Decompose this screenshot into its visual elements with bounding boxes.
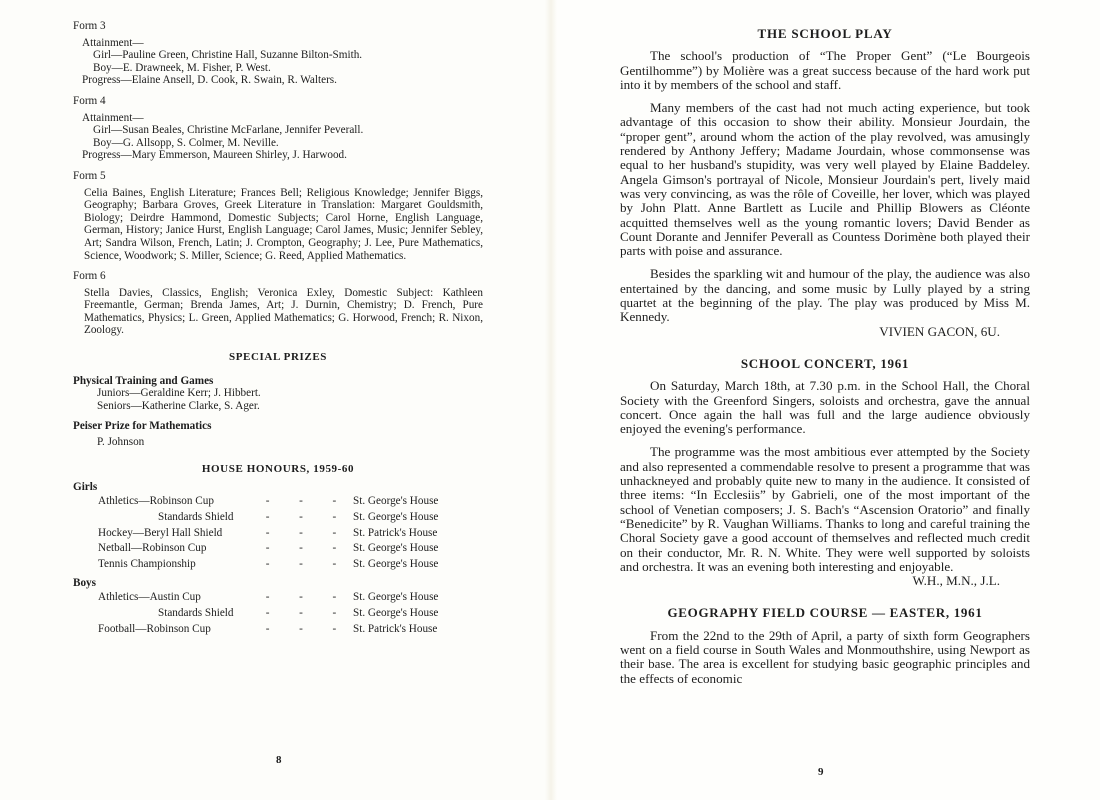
dot-leader <box>251 558 351 571</box>
pt-games-title: Physical Training and Games <box>73 374 214 387</box>
school-concert-paragraph: The programme was the most ambitious ever attempted by the Society and also represented a commendable resolve to present a programme that was unhackneyed and probably quite new to many in the audience. It consisted of three items: “In Ecclesiis” by Gabrieli, one of the most important of the school of Venetian composers; J. S. Bach's “Ascension Oratorio” and finally “Benedicite” by R. Vaughan Williams. Thanks to long and careful training the Choral Society gave a good account of themselves and reflected much credit on their conductor, Mr. R. N. White. They were well supported by soloists and orchestra. It was an evening both interesting and enjoyable. <box>620 444 1030 574</box>
dot-leader <box>251 623 351 636</box>
leader-dash: - <box>332 526 337 539</box>
honours-event: Standards Shield <box>158 607 234 620</box>
peiser-winner: P. Johnson <box>97 436 145 449</box>
geography-course-title: GEOGRAPHY FIELD COURSE — EASTER, 1961 <box>667 605 983 621</box>
leader-dash: - <box>265 495 270 508</box>
special-prizes-heading: SPECIAL PRIZES <box>229 351 327 364</box>
juniors-winners: Juniors—Geraldine Kerr; J. Hibbert. <box>97 387 261 400</box>
leader-dash: - <box>332 558 337 571</box>
honours-row <box>73 621 483 637</box>
leader-dash: - <box>332 607 337 620</box>
form-5-prizes: Celia Baines, English Literature; Frances Bell; Religious Knowledge; Jennifer Biggs, Geography; Barbara Groves, Greek Literature in Translation: Margaret Gouldsmith, Biology; Deirdre Hammond, Domestic Subjects; Carol Horne, English Language, German, History; Janice Hurst, English Language; Carol James, Music; Jennifer Sebley, Art; Sandra Wilson, French, Latin; J. Crompton, Geography; J. Lee, Pure Mathematics, Science, Woodwork; S. Miller, Science; G. Reed, Applied Mathematics. <box>84 186 483 262</box>
honours-event: Football—Robinson Cup <box>98 622 211 635</box>
leader-dash: - <box>265 558 270 571</box>
right-page-content <box>620 27 1030 695</box>
attainment-girl: Girl—Pauline Green, Christine Hall, Suzanne Bilton-Smith. <box>93 49 363 62</box>
honours-row <box>73 557 483 573</box>
honours-row <box>73 510 483 526</box>
school-concert-title: SCHOOL CONCERT, 1961 <box>740 355 910 371</box>
honours-event: Standards Shield <box>158 511 234 524</box>
attainment-boy: Boy—G. Allsopp, S. Colmer, M. Neville. <box>93 136 279 149</box>
honours-event: Hockey—Beryl Hall Shield <box>98 526 223 539</box>
form-3-section <box>73 20 483 87</box>
leader-dash: - <box>265 591 270 604</box>
leader-dash: - <box>299 511 303 524</box>
house-honours-heading: HOUSE HONOURS, 1959-60 <box>201 462 355 475</box>
honours-house: St. George's House <box>353 495 439 508</box>
school-play-signature: VIVIEN GACON, 6U. <box>879 323 1000 339</box>
girls-honours-list <box>73 494 483 572</box>
progress: Progress—Elaine Ansell, D. Cook, R. Swain, R. Walters. <box>82 74 337 87</box>
honours-event: Netball—Robinson Cup <box>98 542 207 555</box>
book-gutter <box>545 0 557 800</box>
form-4-section <box>73 95 483 162</box>
attainment-girl: Girl—Susan Beales, Christine McFarlane, Jennifer Peverall. <box>93 124 364 137</box>
honours-event: Athletics—Robinson Cup <box>98 495 214 508</box>
leader-dash: - <box>332 622 337 635</box>
leader-dash: - <box>332 511 337 524</box>
seniors-winners: Seniors—Katherine Clarke, S. Ager. <box>97 399 260 412</box>
leader-dash: - <box>299 526 303 539</box>
leader-dash: - <box>265 622 270 635</box>
honours-row <box>73 606 483 622</box>
honours-event: Athletics—Austin Cup <box>98 591 201 604</box>
peiser-title: Peiser Prize for Mathematics <box>73 420 212 433</box>
honours-house: St. George's House <box>353 591 439 604</box>
honours-row <box>73 541 483 557</box>
leader-dash: - <box>265 542 270 555</box>
dot-leader <box>251 527 351 540</box>
left-page-content <box>73 20 483 637</box>
honours-house: St. George's House <box>353 542 439 555</box>
school-play-paragraph: Besides the sparkling wit and humour of the play, the audience was also entertained by the dancing, and some music by Lully played by a string quartet at the beginning of the play. The play was produced by Miss M. Kennedy. <box>620 266 1030 325</box>
form-title: Form 4 <box>73 94 106 107</box>
honours-row <box>73 525 483 541</box>
form-title: Form 5 <box>73 169 106 182</box>
leader-dash: - <box>299 607 303 620</box>
pt-games-section <box>73 375 483 413</box>
leader-dash: - <box>265 607 270 620</box>
school-concert-paragraph: On Saturday, March 18th, at 7.30 p.m. in the School Hall, the Choral Society with the Greenford Singers, soloists and orchestra, gave the annual concert. Once again the hall was full and the large audience obviously enjoyed the evening's performance. <box>620 378 1030 437</box>
honours-event: Tennis Championship <box>98 558 196 571</box>
girls-label: Girls <box>73 481 98 494</box>
page-number-right: 9 <box>818 766 824 778</box>
school-concert-signature: W.H., M.N., J.L. <box>912 573 1000 589</box>
progress: Progress—Mary Emmerson, Maureen Shirley, J. Harwood. <box>82 149 347 162</box>
leader-dash: - <box>299 591 303 604</box>
dot-leader <box>251 511 351 524</box>
form-title: Form 6 <box>73 270 106 283</box>
dot-leader <box>251 542 351 555</box>
leader-dash: - <box>299 622 303 635</box>
honours-house: St. George's House <box>353 511 439 524</box>
peiser-section <box>73 420 483 448</box>
honours-house: St. Patrick's House <box>353 622 438 635</box>
leader-dash: - <box>299 558 303 571</box>
form-6-prizes: Stella Davies, Classics, English; Veronica Exley, Domestic Subject: Kathleen Freemantle, German; Brenda James, Art; J. Durnin, Chemistry; D. French, Pure Mathematics, Physics; L. Green, Applied Mathematics; G. Horwood, French; R. Nixon, Zoology. <box>84 286 483 337</box>
form-title: Form 3 <box>73 20 106 32</box>
form-5-section <box>73 170 483 262</box>
dot-leader <box>251 495 351 508</box>
honours-house: St. Patrick's House <box>353 526 438 539</box>
honours-row <box>73 590 483 606</box>
attainment-boy: Boy—E. Drawneek, M. Fisher, P. West. <box>93 61 271 74</box>
school-play-paragraph: Many members of the cast had not much acting experience, but took advantage of this occasion to show their ability. Monsieur Jourdain, the “proper gent”, around whom the action of the play revolved, was amusingly rendered by Anthony Jeffery; Madame Jourdain, whose commonsense was equal to her husband's stupidity, was very well played by Elaine Baddeley. Angela Gimson's portrayal of Nicole, Monsieur Jourdain's pert, lively maid was very convincing, as was the rôle of Coveille, her lover, which was played by John Platt. Anne Bartlett as Lucile and Phillip Blowers as Cléonte acquitted themselves well as the young romantic lovers; David Bender as Count Dorante and Jennifer Peverall as Countess Dorimène both played their parts with poise and assurance. <box>620 100 1030 259</box>
leader-dash: - <box>332 542 337 555</box>
leader-dash: - <box>299 495 303 508</box>
leader-dash: - <box>332 495 337 508</box>
dot-leader <box>251 591 351 604</box>
attainment-label: Attainment— <box>82 111 144 124</box>
boys-label: Boys <box>73 577 97 590</box>
leader-dash: - <box>265 526 270 539</box>
page-number-left: 8 <box>276 754 282 766</box>
school-play-paragraph: The school's production of “The Proper Gent” (“Le Bourgeois Gentilhomme”) by Molière was a great success because of the hard work put into it by members of the school and staff. <box>620 48 1030 92</box>
honours-house: St. George's House <box>353 558 439 571</box>
honours-row <box>73 494 483 510</box>
attainment-label: Attainment— <box>82 36 144 49</box>
geography-course-paragraph: From the 22nd to the 29th of April, a party of sixth form Geographers went on a field course in South Wales and Monmouthshire, using Newport as their base. The area is excellent for studying basic geographic principles and the effects of economic <box>620 627 1030 686</box>
form-6-section <box>73 270 483 337</box>
leader-dash: - <box>332 591 337 604</box>
leader-dash: - <box>299 542 303 555</box>
dot-leader <box>251 607 351 620</box>
leader-dash: - <box>265 511 270 524</box>
school-play-title: THE SCHOOL PLAY <box>757 26 893 41</box>
boys-honours-list <box>73 590 483 637</box>
honours-house: St. George's House <box>353 607 439 620</box>
